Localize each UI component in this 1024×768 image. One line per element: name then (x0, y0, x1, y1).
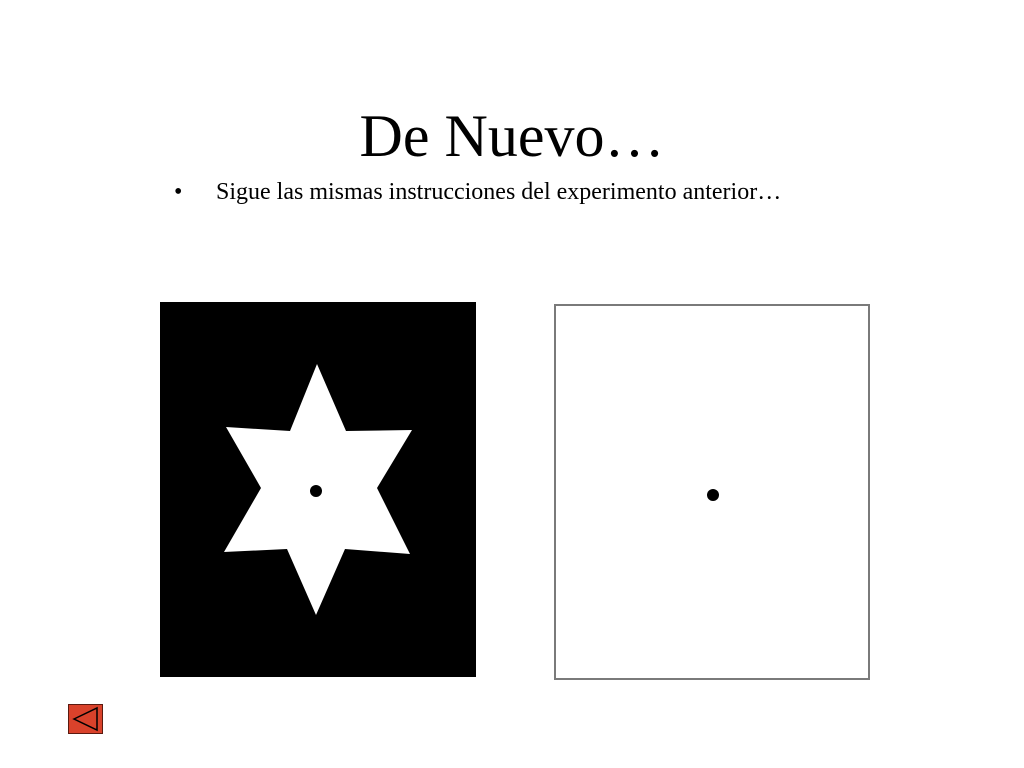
fixation-dot-icon (556, 306, 868, 678)
fixation-dot (707, 489, 719, 501)
bullet-marker: • (174, 179, 183, 205)
slide-title: De Nuevo… (359, 103, 665, 169)
fixation-dot-icon (310, 485, 322, 497)
triangle-left-icon (69, 705, 102, 733)
blank-fixation-panel (554, 304, 870, 680)
bullet-text: Sigue las mismas instrucciones del experimento anterior… (216, 179, 782, 205)
star-stimulus-panel (160, 302, 476, 677)
bullet-item (172, 177, 781, 207)
back-button[interactable] (68, 704, 103, 734)
six-point-star-icon (160, 302, 476, 677)
